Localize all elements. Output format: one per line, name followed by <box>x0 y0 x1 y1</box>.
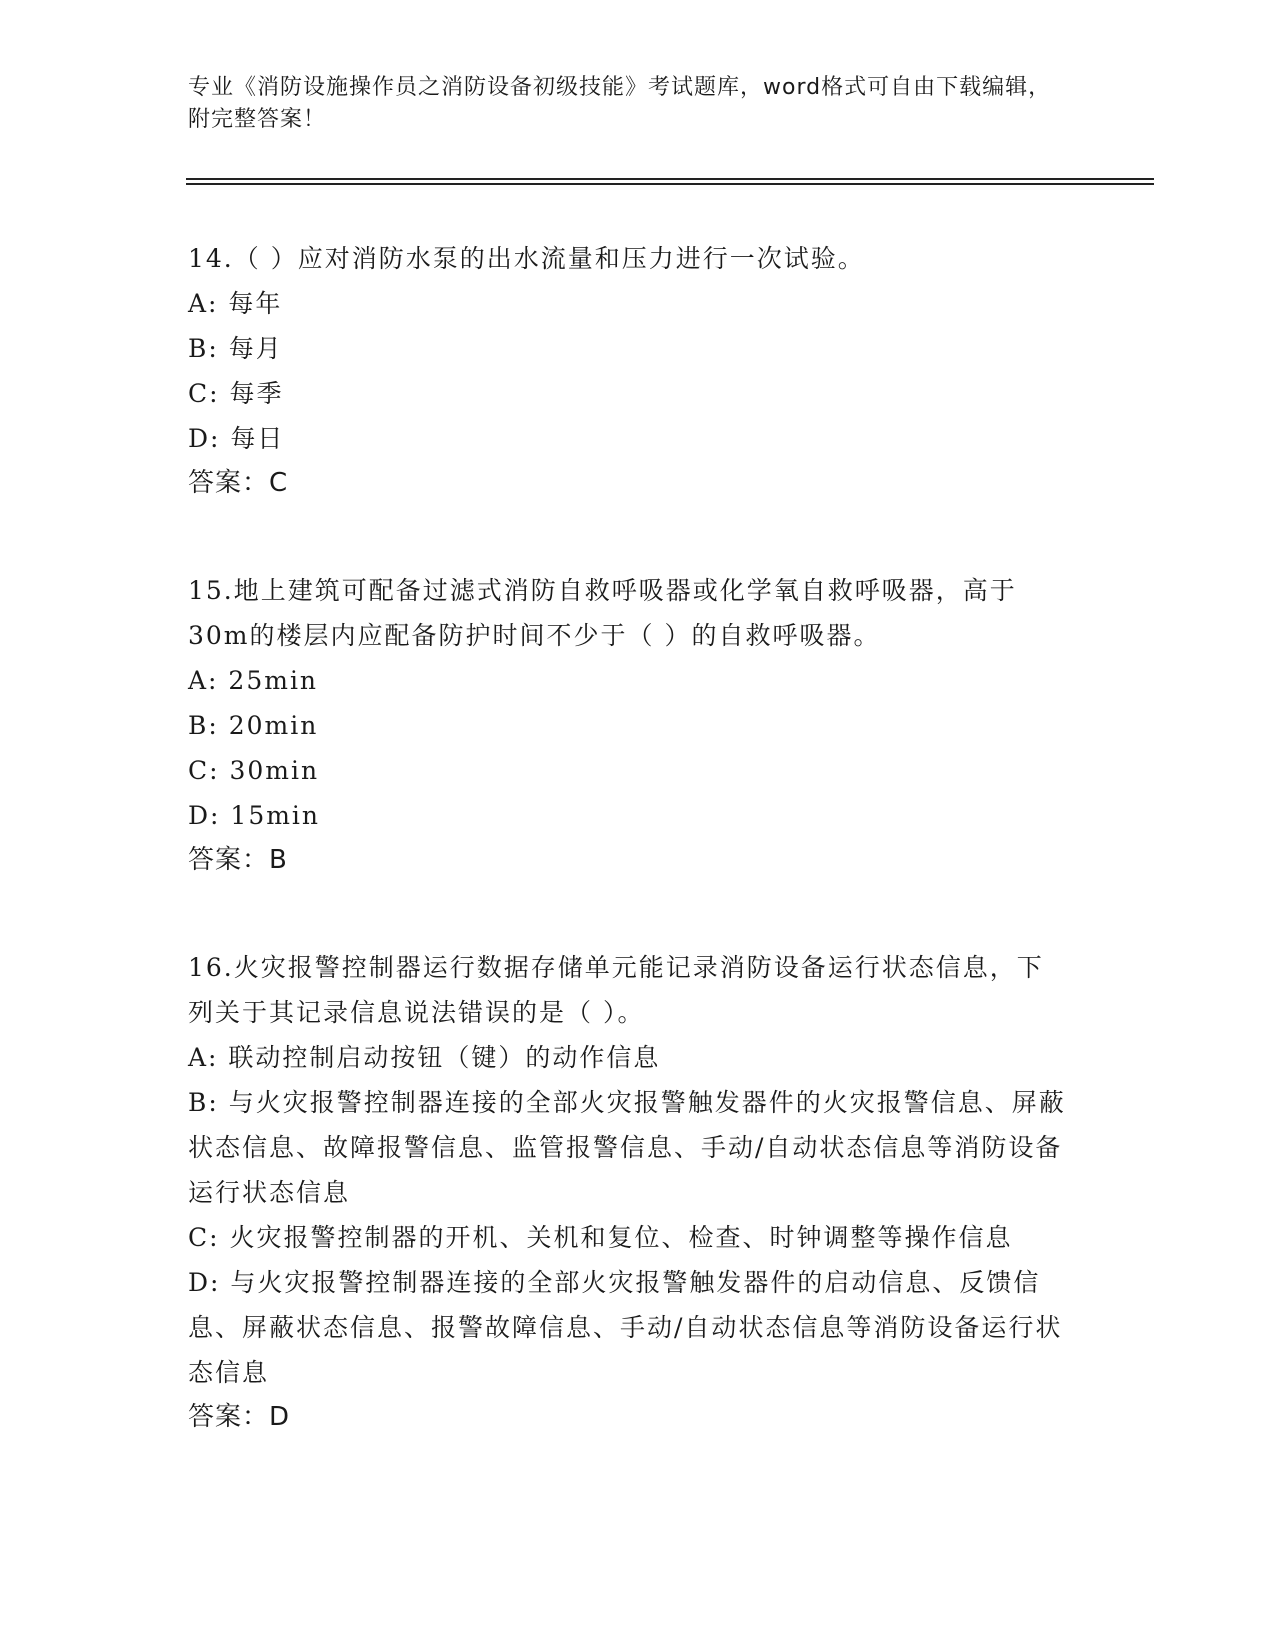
option-a: A: 联动控制启动按钮（键）的动作信息 <box>188 1043 661 1072</box>
question-16 <box>188 945 1068 1440</box>
question-15 <box>188 568 1068 883</box>
option-d: D: 与火灾报警控制器连接的全部火灾报警触发器件的启动信息、反馈信息、屏蔽状态信息、报警故障信息、手动/自动状态信息等消防设备运行状态信息 <box>188 1268 1063 1387</box>
option-a: A: 25min <box>188 666 319 695</box>
option-b: B: 与火灾报警控制器连接的全部火灾报警触发器件的火灾报警信息、屏蔽状态信息、故障报警信息、监管报警信息、手动/自动状态信息等消防设备运行状态信息 <box>188 1088 1066 1207</box>
question-stem: 14.（ ）应对消防水泵的出水流量和压力进行一次试验。 <box>188 244 865 273</box>
question-list <box>188 236 1068 1502</box>
header-divider-top <box>186 178 1154 180</box>
answer: 答案：C <box>188 468 289 498</box>
option-c: C: 火灾报警控制器的开机、关机和复位、检查、时钟调整等操作信息 <box>188 1223 1013 1252</box>
option-c: C: 每季 <box>188 379 284 408</box>
option-d: D: 15min <box>188 801 321 830</box>
question-14 <box>188 236 1068 506</box>
option-b: B: 20min <box>188 711 319 740</box>
option-b: B: 每月 <box>188 334 283 363</box>
answer: 答案：B <box>188 845 288 875</box>
option-d: D: 每日 <box>188 424 285 453</box>
question-stem: 15.地上建筑可配备过滤式消防自救呼吸器或化学氧自救呼吸器，高于30m的楼层内应配备防护时间不少于（ ）的自救呼吸器。 <box>188 576 1017 650</box>
document-header: 专业《消防设施操作员之消防设备初级技能》考试题库，word格式可自由下载编辑，附完整答案！ <box>188 75 1052 132</box>
header-divider-bottom <box>186 183 1154 185</box>
answer: 答案：D <box>188 1402 291 1432</box>
option-c: C: 30min <box>188 756 320 785</box>
option-a: A: 每年 <box>188 289 283 318</box>
question-stem: 16.火灾报警控制器运行数据存储单元能记录消防设备运行状态信息，下列关于其记录信息说法错误的是（ ）。 <box>188 953 1044 1027</box>
